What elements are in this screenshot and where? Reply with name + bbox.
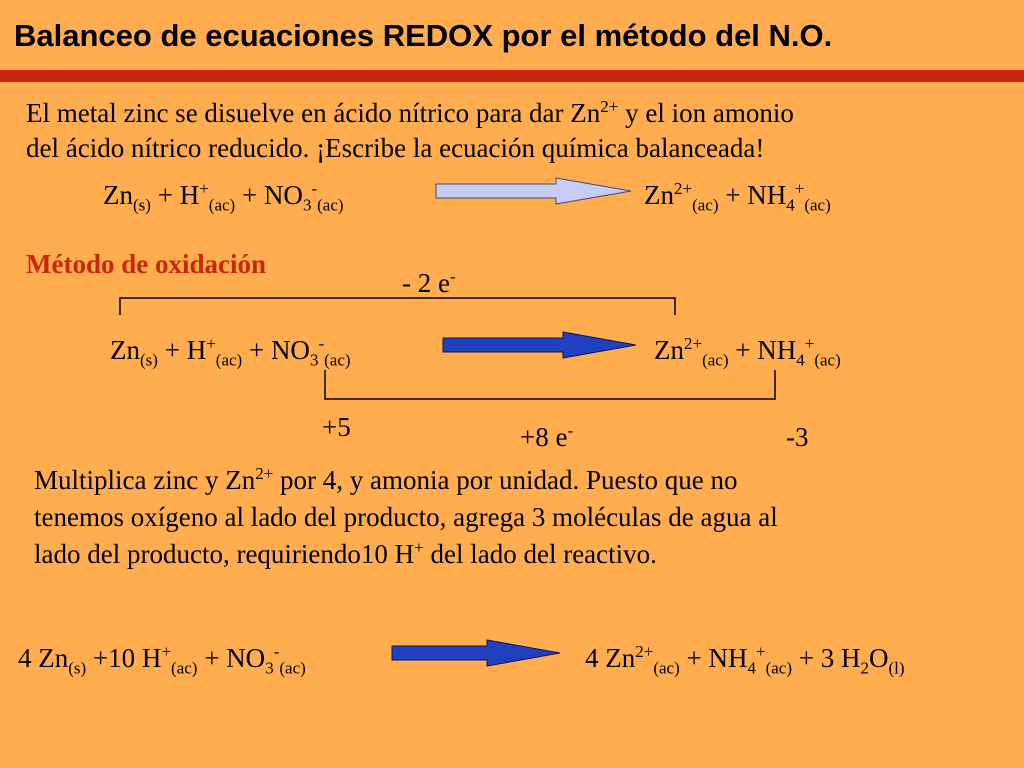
nitrogen-ox-state-product: -3: [786, 422, 809, 452]
explain-line-2: tenemos oxígeno al lado del producto, agrega 3 moléculas de agua al: [34, 502, 778, 532]
explanation-paragraph: [34, 462, 778, 573]
slide-title: Balanceo de ecuaciones REDOX por el método del N.O.: [14, 18, 833, 53]
explain-line-3: lado del producto, requiriendo10 H+ del lado del reactivo.: [34, 538, 657, 569]
electron-gain-label: +8 e-: [520, 421, 574, 452]
oxidation-equation-products: $Zn^{2+}_{(ac)} + NH_4^+_{(ac)}$: [654, 334, 841, 370]
intro-line-1: El metal zinc se disuelve en ácido nítrico para dar $Zn^{2+}$ y el ion amonio: [26, 97, 794, 128]
oxidation-equation-reactants: $Zn_{(s)} + H^+_{(ac)} + NO_3^-_{(ac)}$: [110, 334, 351, 370]
balanced-equation-reactants: 4 $Zn_{(s)} +10$ $H^+_{(ac)} + NO_3^-_{(ac)}$: [18, 642, 306, 678]
reaction-arrow-dark: [443, 332, 643, 360]
balanced-reaction-arrow: [392, 640, 592, 668]
unbalanced-equation-products: $Zn^{2+}_{(ac)} + NH_4^+_{(ac)}$: [644, 179, 831, 215]
section-heading: Método de oxidación: [26, 249, 266, 279]
electron-loss-label: - 2 e-: [402, 267, 456, 298]
explain-line-1: Multiplica zinc y $Zn^{2+}$ por 4, y amonia por unidad. Puesto que no: [34, 464, 738, 495]
unbalanced-equation-reactants: $Zn_{(s)} + H^+_{(ac)} + NO_3^-_{(ac)}$: [103, 179, 344, 215]
intro-line-2: del ácido nítrico reducido. ¡Escribe la ecuación química balanceada!: [26, 133, 765, 163]
nitrogen-ox-state-reactant: +5: [322, 412, 351, 442]
balanced-equation-products: 4 $Zn^{2+}_{(ac)} + NH_4^+_{(ac)} + 3$ $H_2O_{(l)}$: [585, 642, 905, 678]
